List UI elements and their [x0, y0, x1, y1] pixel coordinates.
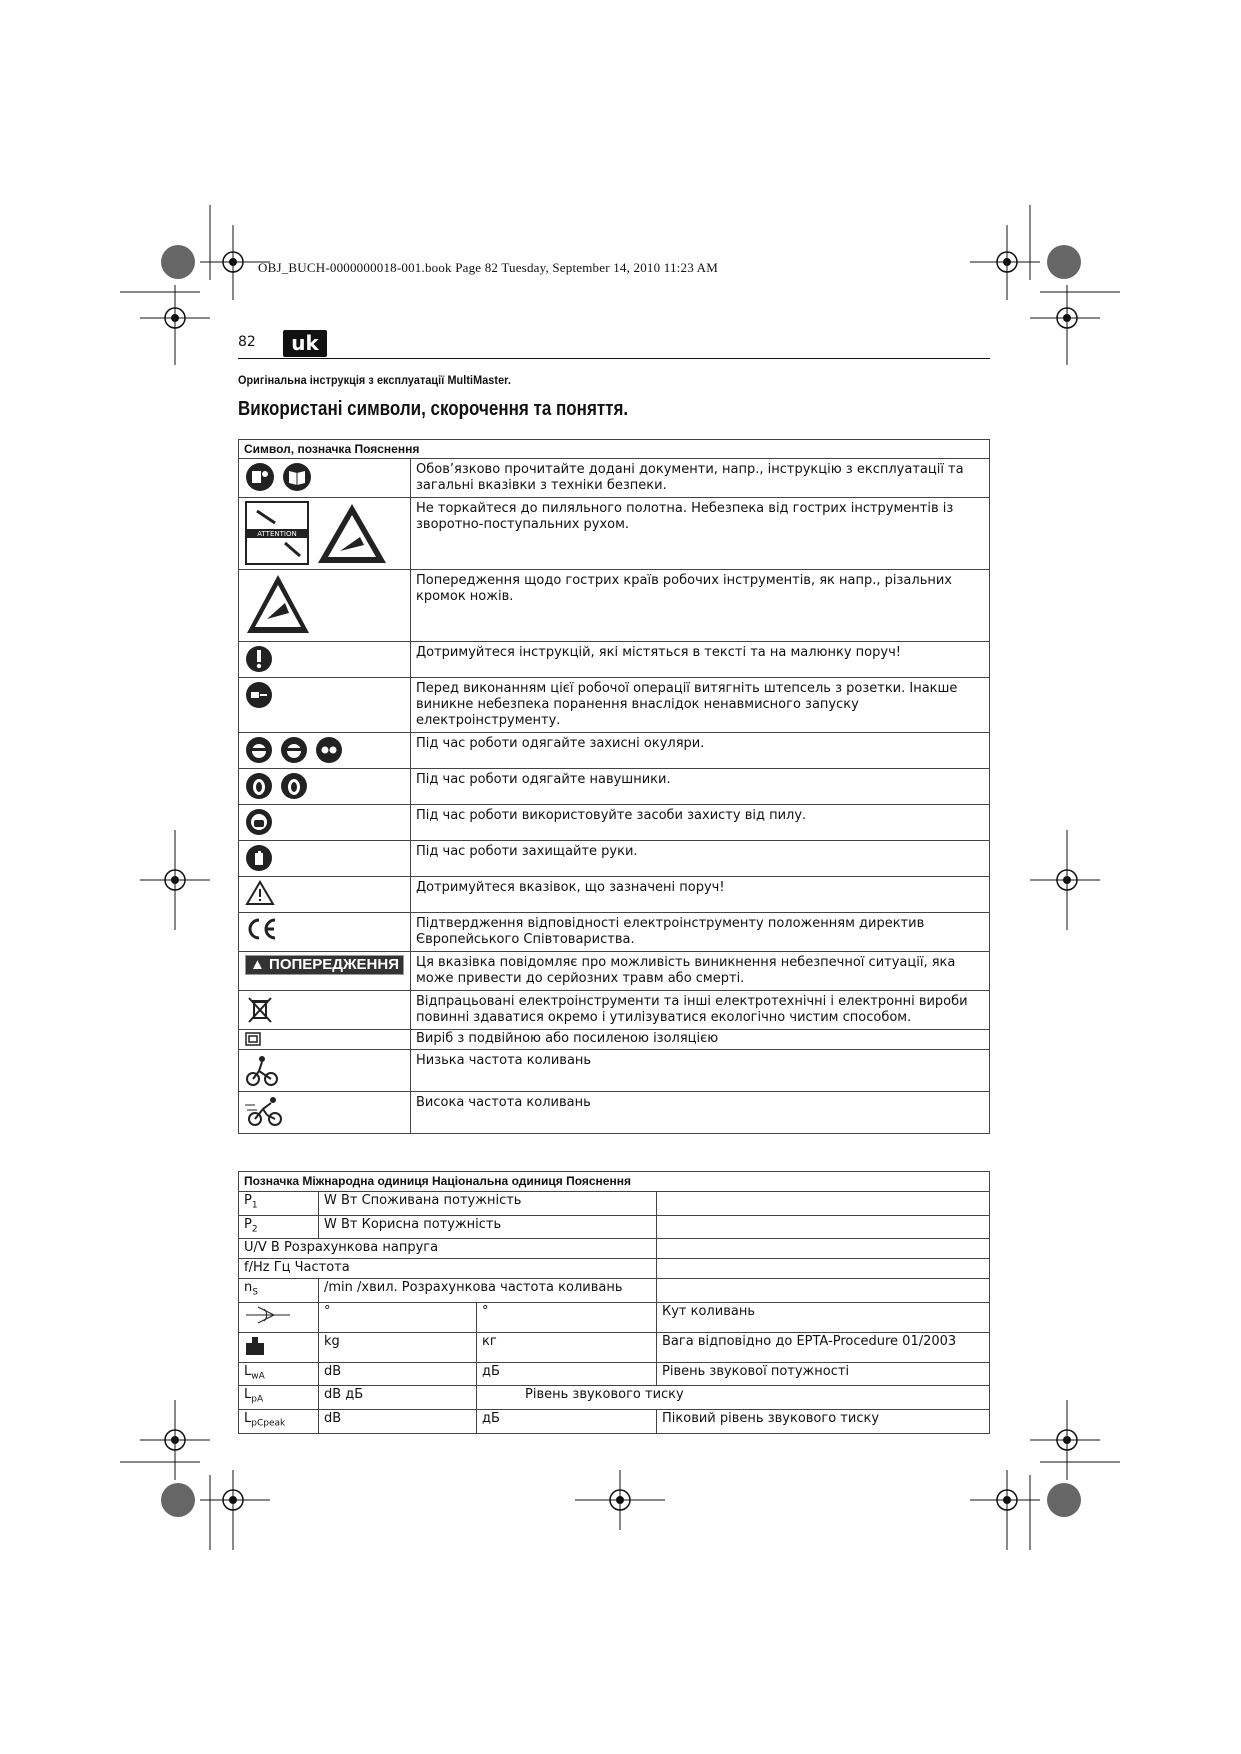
unit-nat-cell: дБ — [477, 1409, 657, 1433]
dust-mask-icon — [245, 808, 273, 836]
symbol-description: Дотримуйтеся вказівок, що зазначені поруч! — [411, 877, 990, 913]
units-header-cell: Позначка Міжнародна одиниця Національна одиниця Пояснення — [239, 1172, 990, 1192]
unit-symbol-cell — [239, 1409, 319, 1433]
gloves-icon — [245, 844, 273, 872]
unit-intl-cell: dB — [319, 1362, 477, 1386]
unit-subscript: pCpeak — [251, 1418, 286, 1429]
symbol-cell — [239, 805, 411, 841]
cyclist-fast-icon — [245, 1095, 285, 1127]
table-row — [239, 1302, 990, 1332]
unit-subscript: pA — [251, 1394, 264, 1405]
table-row — [239, 952, 990, 991]
table-row — [239, 570, 990, 642]
unit-expl-cell: Піковий рівень звукового тиску — [657, 1409, 990, 1433]
warning-triangle-sharp-edges-icon — [245, 573, 311, 635]
unit-symbol: P — [244, 1216, 252, 1232]
symbol-cell — [239, 570, 411, 642]
goggles-icon — [315, 736, 343, 764]
unit-nat-text: Рівень звукового тиску — [525, 1387, 684, 1403]
unit-symbol: P — [244, 1193, 252, 1208]
weee-bin-icon — [245, 994, 275, 1024]
symbols-table-header — [239, 440, 990, 459]
table-row — [239, 1239, 990, 1259]
symbol-cell — [239, 913, 411, 952]
face-shield-icon — [280, 736, 308, 764]
table-row — [239, 733, 990, 769]
symbol-description: Відпрацьовані електроінструменти та інші електротехнічні і електронні вироби повинні здаватися окремо і утилізуватися екологічно чистим способом. — [411, 991, 990, 1030]
table-row — [239, 1215, 990, 1239]
unit-intl-cell: W Вт Споживана потужність — [319, 1192, 657, 1216]
unit-symbol-cell — [239, 1386, 319, 1410]
table-row — [239, 678, 990, 733]
unit-symbol-cell — [239, 1302, 319, 1332]
symbol-description: Висока частота коливань — [411, 1092, 990, 1134]
page-number: 82 — [238, 334, 256, 350]
face-shield-icon — [245, 736, 273, 764]
unit-symbol: L — [244, 1387, 252, 1403]
symbol-description: Обов’язково прочитайте додані документи, напр., інструкцію з експлуатації та загальні вказівки з техніки безпеки. — [411, 459, 990, 498]
exclamation-icon — [245, 645, 273, 673]
page-title: Використані символи, скорочення та поняття. — [238, 398, 629, 420]
symbol-description: Виріб з подвійною або посиленою ізоляцією — [411, 1030, 990, 1050]
table-row — [239, 1030, 990, 1050]
table-row — [239, 877, 990, 913]
unit-subscript: 1 — [251, 1200, 258, 1211]
symbol-cell — [239, 877, 411, 913]
symbol-description: Перед виконанням цієї робочої операції витягніть штепсель з розетки. Інакше виникне небезпека поранення внаслідок ненавмисного запуску електроінструменту. — [411, 678, 990, 733]
oscillation-angle-icon — [244, 1304, 292, 1326]
table-row — [239, 642, 990, 678]
units-table-header — [239, 1172, 990, 1192]
table-row — [239, 1362, 990, 1386]
symbol-cell — [239, 498, 411, 570]
file-info: OBJ_BUCH-0000000018-001.book Page 82 Tuesday, September 14, 2010 11:23 AM — [258, 260, 718, 275]
cyclist-slow-icon — [245, 1053, 279, 1087]
warning-triangle-icon: ▲ — [250, 956, 265, 973]
unit-intl-cell: W Вт Корисна потужність — [319, 1215, 657, 1239]
symbol-description: Під час роботи одягайте захисні окуляри. — [411, 733, 990, 769]
symbol-cell — [239, 1092, 411, 1134]
unit-symbol-cell — [239, 1362, 319, 1386]
unit-intl-cell: dB дБ — [319, 1386, 477, 1410]
unit-subscript: wA — [251, 1371, 265, 1382]
symbol-description: Попередження щодо гострих країв робочих інструментів, як напр., різальних кромок ножів. — [411, 570, 990, 642]
unit-expl-cell: Вага відповідно до EPTA-Procedure 01/2003 — [657, 1332, 990, 1362]
unit-subscript: 2 — [251, 1224, 258, 1235]
unit-expl-cell — [657, 1215, 990, 1239]
unit-symbol-cell — [239, 1192, 319, 1216]
unit-nat-cell — [477, 1386, 990, 1410]
table-row — [239, 769, 990, 805]
unit-nat-cell: кг — [477, 1332, 657, 1362]
unit-expl-cell — [657, 1279, 990, 1303]
unit-subscript: S — [252, 1287, 258, 1298]
table-row — [239, 1386, 990, 1410]
symbol-description: Під час роботи використовуйте засоби захисту від пилу. — [411, 805, 990, 841]
caution-triangle-icon — [245, 880, 275, 906]
table-row — [239, 1332, 990, 1362]
unit-symbol: L — [244, 1363, 252, 1379]
double-insulation-icon — [245, 1032, 261, 1046]
symbol-description: Під час роботи захищайте руки. — [411, 841, 990, 877]
table-row — [239, 1259, 990, 1279]
warning-triangle-blade-icon — [316, 501, 388, 565]
unit-expl-cell — [657, 1259, 990, 1279]
attention-saw-icon — [245, 501, 309, 565]
symbol-cell — [239, 952, 411, 991]
ear-protection-icon — [280, 772, 308, 800]
unit-nat-cell: ° — [477, 1302, 657, 1332]
unit-expl-cell: Рівень звукової потужності — [657, 1362, 990, 1386]
unit-symbol-cell: f/Hz Гц Частота — [239, 1259, 657, 1279]
symbol-cell — [239, 769, 411, 805]
table-row — [239, 1092, 990, 1134]
header-rule — [238, 358, 990, 359]
unit-symbol-cell — [239, 1332, 319, 1362]
table-row — [239, 1279, 990, 1303]
symbol-cell — [239, 678, 411, 733]
unit-expl-cell: Кут коливань — [657, 1302, 990, 1332]
book-icon — [282, 462, 312, 492]
unplug-icon — [245, 681, 273, 709]
read-manual-icon — [245, 462, 275, 492]
table-row — [239, 1050, 990, 1092]
symbol-description: Дотримуйтеся інструкцій, які містяться в тексті та на малюнку поруч! — [411, 642, 990, 678]
ce-mark-icon — [245, 916, 279, 942]
table-row — [239, 1409, 990, 1433]
table-row — [239, 498, 990, 570]
symbols-table — [238, 439, 990, 1134]
symbol-cell — [239, 1030, 411, 1050]
symbol-description: Не торкайтеся до пиляльного полотна. Небезпека від гострих інструментів із зворотно-поступальних рухом. — [411, 498, 990, 570]
weight-icon — [244, 1334, 266, 1356]
unit-symbol: L — [244, 1410, 252, 1426]
svg-text:ATTENTION: ATTENTION — [257, 530, 297, 538]
unit-intl-cell: dB — [319, 1409, 477, 1433]
symbol-description: Підтвердження відповідності електроінструменту положенням директив Європейського Співтовариства. — [411, 913, 990, 952]
table-row — [239, 991, 990, 1030]
unit-intl-cell: /min /хвил. Розрахункова частота коливань — [319, 1279, 657, 1303]
symbol-cell — [239, 459, 411, 498]
symbol-cell — [239, 841, 411, 877]
units-table — [238, 1171, 990, 1434]
table-row — [239, 913, 990, 952]
unit-symbol-cell — [239, 1215, 319, 1239]
symbol-cell — [239, 733, 411, 769]
symbol-description: Під час роботи одягайте навушники. — [411, 769, 990, 805]
language-badge: uk — [283, 330, 327, 357]
symbol-description: Ця вказівка повідомляє про можливість виникнення небезпечної ситуації, яка може привести до серйозних травм або смерті. — [411, 952, 990, 991]
symbol-cell — [239, 642, 411, 678]
unit-expl-cell — [657, 1239, 990, 1259]
symbol-description: Низька частота коливань — [411, 1050, 990, 1092]
unit-symbol-cell — [239, 1279, 319, 1303]
table-row — [239, 805, 990, 841]
document-subtitle: Оригінальна інструкція з експлуатації MultiMaster. — [238, 373, 511, 387]
unit-symbol-cell: U/V В Розрахункова напруга — [239, 1239, 657, 1259]
warning-label — [245, 955, 404, 975]
symbols-header-cell: Символ, позначка Пояснення — [239, 440, 990, 459]
unit-nat-cell: дБ — [477, 1362, 657, 1386]
unit-intl-cell: ° — [319, 1302, 477, 1332]
warning-label-text: ПОПЕРЕДЖЕННЯ — [269, 956, 399, 973]
table-row — [239, 459, 990, 498]
ear-protection-icon — [245, 772, 273, 800]
symbol-cell — [239, 1050, 411, 1092]
symbol-cell — [239, 991, 411, 1030]
unit-expl-cell — [657, 1192, 990, 1216]
table-row — [239, 841, 990, 877]
table-row — [239, 1192, 990, 1216]
unit-symbol: n — [244, 1280, 253, 1296]
unit-intl-cell: kg — [319, 1332, 477, 1362]
